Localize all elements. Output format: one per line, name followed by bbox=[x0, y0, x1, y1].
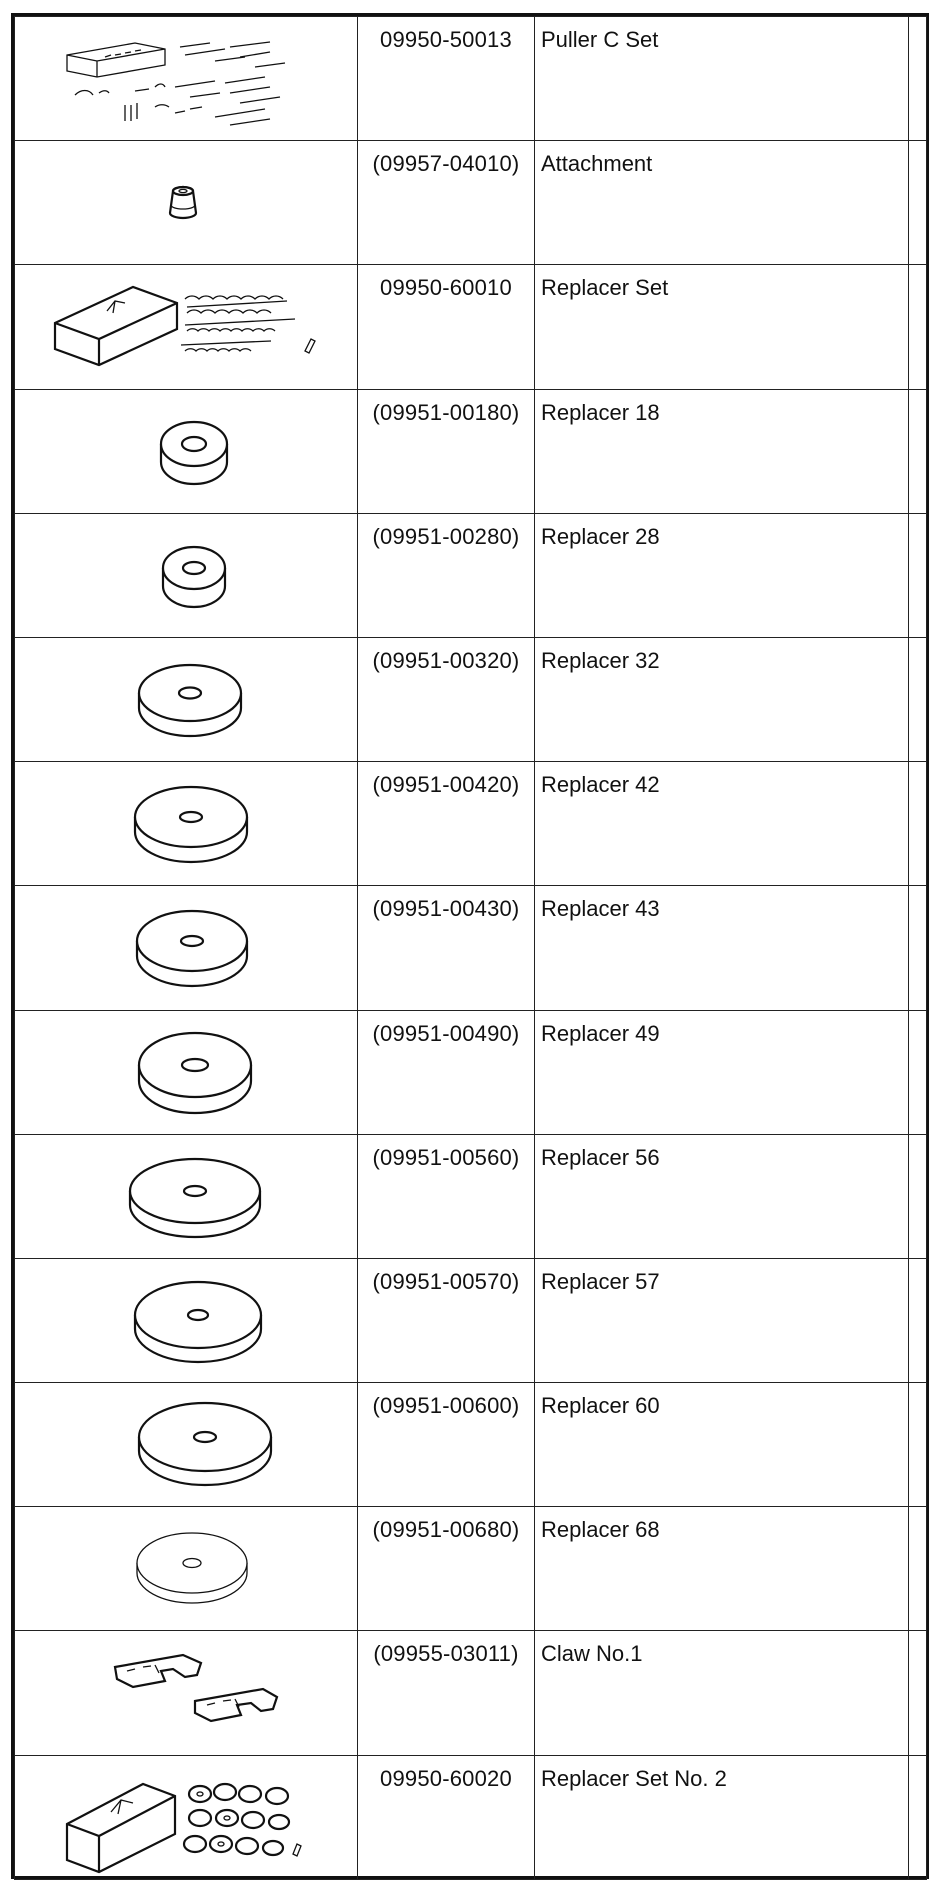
illustration-cell bbox=[15, 389, 358, 513]
blank-cell bbox=[909, 513, 927, 637]
blank-cell bbox=[909, 637, 927, 761]
special-tools-table-frame bbox=[11, 13, 929, 1879]
replacer-disc-icon bbox=[15, 1259, 358, 1382]
blank-cell bbox=[909, 1134, 927, 1258]
tool-name: Replacer 56 bbox=[535, 1134, 909, 1258]
blank-cell bbox=[909, 1010, 927, 1134]
table-row bbox=[15, 389, 927, 513]
part-number: 09950-60020 bbox=[358, 1755, 535, 1879]
part-number: (09951-00180) bbox=[358, 389, 535, 513]
table-row bbox=[15, 1507, 927, 1631]
claw-icon bbox=[15, 1631, 358, 1754]
part-number: (09955-03011) bbox=[358, 1631, 535, 1755]
replacer-disc-icon bbox=[15, 390, 358, 513]
tool-name: Puller C Set bbox=[535, 17, 909, 141]
blank-cell bbox=[909, 1631, 927, 1755]
table-row bbox=[15, 141, 927, 265]
blank-cell bbox=[909, 389, 927, 513]
illustration-cell bbox=[15, 17, 358, 141]
illustration-cell bbox=[15, 1258, 358, 1382]
illustration-cell bbox=[15, 265, 358, 389]
blank-cell bbox=[909, 17, 927, 141]
special-tools-table bbox=[14, 16, 927, 1880]
part-number: (09951-00560) bbox=[358, 1134, 535, 1258]
tool-name: Replacer 28 bbox=[535, 513, 909, 637]
table-row bbox=[15, 1258, 927, 1382]
table-row bbox=[15, 1010, 927, 1134]
illustration-cell bbox=[15, 1010, 358, 1134]
table-row bbox=[15, 886, 927, 1010]
part-number: (09951-00680) bbox=[358, 1507, 535, 1631]
part-number: 09950-60010 bbox=[358, 265, 535, 389]
replacer-disc-icon bbox=[15, 514, 358, 637]
part-number: (09951-00420) bbox=[358, 762, 535, 886]
replacer-disc-icon bbox=[15, 1135, 358, 1258]
table-row bbox=[15, 1383, 927, 1507]
tool-name: Replacer 57 bbox=[535, 1258, 909, 1382]
tool-name: Replacer 42 bbox=[535, 762, 909, 886]
illustration-cell bbox=[15, 1507, 358, 1631]
replacer-disc-icon bbox=[15, 1383, 358, 1506]
blank-cell bbox=[909, 1383, 927, 1507]
blank-cell bbox=[909, 1755, 927, 1879]
part-number: (09957-04010) bbox=[358, 141, 535, 265]
replacer-set-case-icon bbox=[15, 265, 358, 388]
part-number: (09951-00570) bbox=[358, 1258, 535, 1382]
part-number: (09951-00430) bbox=[358, 886, 535, 1010]
table-row bbox=[15, 265, 927, 389]
illustration-cell bbox=[15, 141, 358, 265]
table-row bbox=[15, 1755, 927, 1879]
tool-name: Claw No.1 bbox=[535, 1631, 909, 1755]
table-row bbox=[15, 1134, 927, 1258]
table-row bbox=[15, 17, 927, 141]
blank-cell bbox=[909, 762, 927, 886]
table-row bbox=[15, 637, 927, 761]
blank-cell bbox=[909, 1258, 927, 1382]
part-number: 09950-50013 bbox=[358, 17, 535, 141]
blank-cell bbox=[909, 1507, 927, 1631]
replacer-set-no2-case-icon bbox=[15, 1756, 358, 1879]
tool-name: Replacer 32 bbox=[535, 637, 909, 761]
illustration-cell bbox=[15, 637, 358, 761]
tool-name: Replacer Set bbox=[535, 265, 909, 389]
tool-name: Replacer 49 bbox=[535, 1010, 909, 1134]
puller-set-icon bbox=[15, 17, 358, 140]
illustration-cell bbox=[15, 513, 358, 637]
part-number: (09951-00320) bbox=[358, 637, 535, 761]
illustration-cell bbox=[15, 1631, 358, 1755]
blank-cell bbox=[909, 265, 927, 389]
illustration-cell bbox=[15, 886, 358, 1010]
tool-name: Attachment bbox=[535, 141, 909, 265]
replacer-disc-icon bbox=[15, 1011, 358, 1134]
tool-name: Replacer Set No. 2 bbox=[535, 1755, 909, 1879]
part-number: (09951-00280) bbox=[358, 513, 535, 637]
table-row bbox=[15, 513, 927, 637]
tool-name: Replacer 43 bbox=[535, 886, 909, 1010]
replacer-disc-icon bbox=[15, 886, 358, 1009]
tool-name: Replacer 60 bbox=[535, 1383, 909, 1507]
blank-cell bbox=[909, 886, 927, 1010]
illustration-cell bbox=[15, 762, 358, 886]
illustration-cell bbox=[15, 1755, 358, 1879]
replacer-disc-icon bbox=[15, 638, 358, 761]
part-number: (09951-00490) bbox=[358, 1010, 535, 1134]
illustration-cell bbox=[15, 1383, 358, 1507]
blank-cell bbox=[909, 141, 927, 265]
tool-name: Replacer 68 bbox=[535, 1507, 909, 1631]
illustration-cell bbox=[15, 1134, 358, 1258]
attachment-icon bbox=[15, 141, 358, 264]
tool-name: Replacer 18 bbox=[535, 389, 909, 513]
replacer-disc-icon bbox=[15, 762, 358, 885]
table-row bbox=[15, 762, 927, 886]
replacer-disc-icon bbox=[15, 1507, 358, 1630]
part-number: (09951-00600) bbox=[358, 1383, 535, 1507]
table-row bbox=[15, 1631, 927, 1755]
